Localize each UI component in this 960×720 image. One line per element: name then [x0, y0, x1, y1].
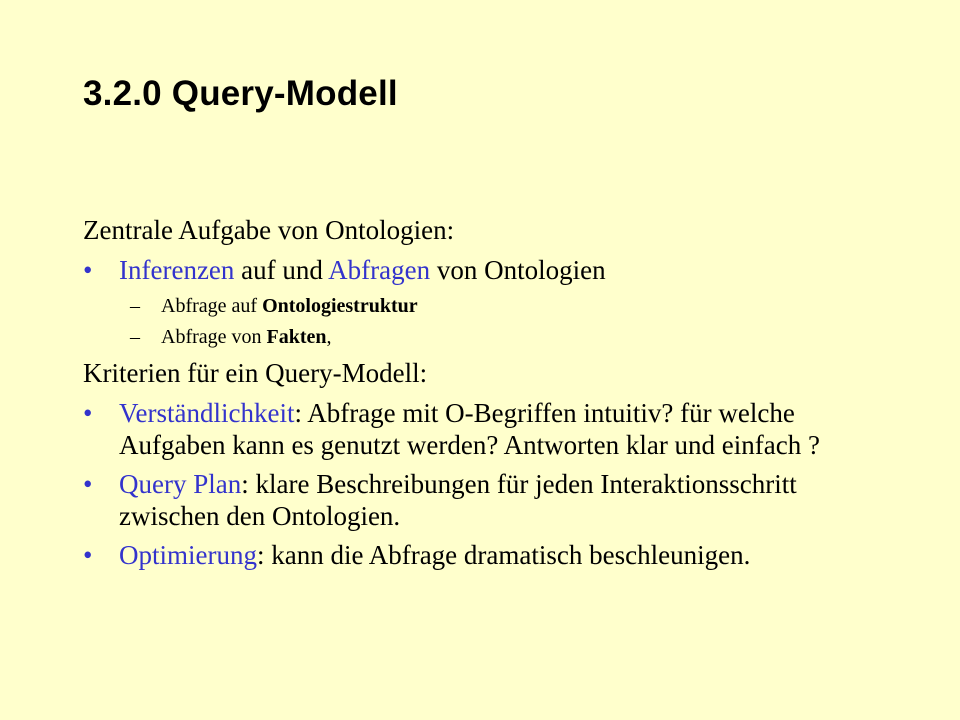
bullet-text: : Abfrage mit O-Begriffen intuitiv? für welche Aufgaben kann es genutzt werden? Antworten klar und einfach ? [119, 398, 820, 460]
sub-item-structure [83, 293, 883, 319]
sub-item-text: Abfrage auf [161, 295, 263, 317]
term-query-plan: Query Plan [119, 469, 242, 499]
slide-body [83, 212, 883, 578]
bullet-item-optimization [83, 539, 883, 571]
term-optimierung: Optimierung [119, 540, 257, 570]
bullet-text: auf und [234, 255, 329, 285]
bullet-text: : kann die Abfrage dramatisch beschleunigen. [256, 540, 751, 570]
sub-item-text: Abfrage von [161, 326, 267, 348]
slide-title: 3.2.0 Query-Modell [83, 74, 398, 113]
bullet-item-inference [83, 254, 883, 286]
sub-item-punct: , [326, 326, 332, 348]
bullet-text: : klare Beschreibungen für jeden Interaktionsschritt zwischen den Ontologien. [119, 469, 797, 531]
bullet-icon: • [83, 540, 93, 570]
sub-item-bold: Fakten [266, 326, 327, 348]
term-abfragen: Abfragen [328, 255, 431, 285]
section-heading-tasks: Zentrale Aufgabe von Ontologien: [83, 215, 455, 245]
dash-icon: – [130, 295, 140, 317]
dash-icon: – [130, 326, 140, 348]
bullet-icon: • [83, 255, 93, 285]
bullet-item-query-plan [83, 468, 883, 532]
term-verstaendlichkeit: Verständlichkeit [119, 398, 295, 428]
section-heading-criteria: Kriterien für ein Query-Modell: [83, 358, 428, 388]
bullet-icon: • [83, 469, 93, 499]
sub-item-bold: Ontologiestruktur [262, 295, 418, 317]
bullet-item-understandability [83, 397, 883, 461]
bullet-text: von Ontologien [430, 255, 606, 285]
term-inferenzen: Inferenzen [119, 255, 235, 285]
bullet-icon: • [83, 398, 93, 428]
sub-item-facts [83, 324, 883, 350]
